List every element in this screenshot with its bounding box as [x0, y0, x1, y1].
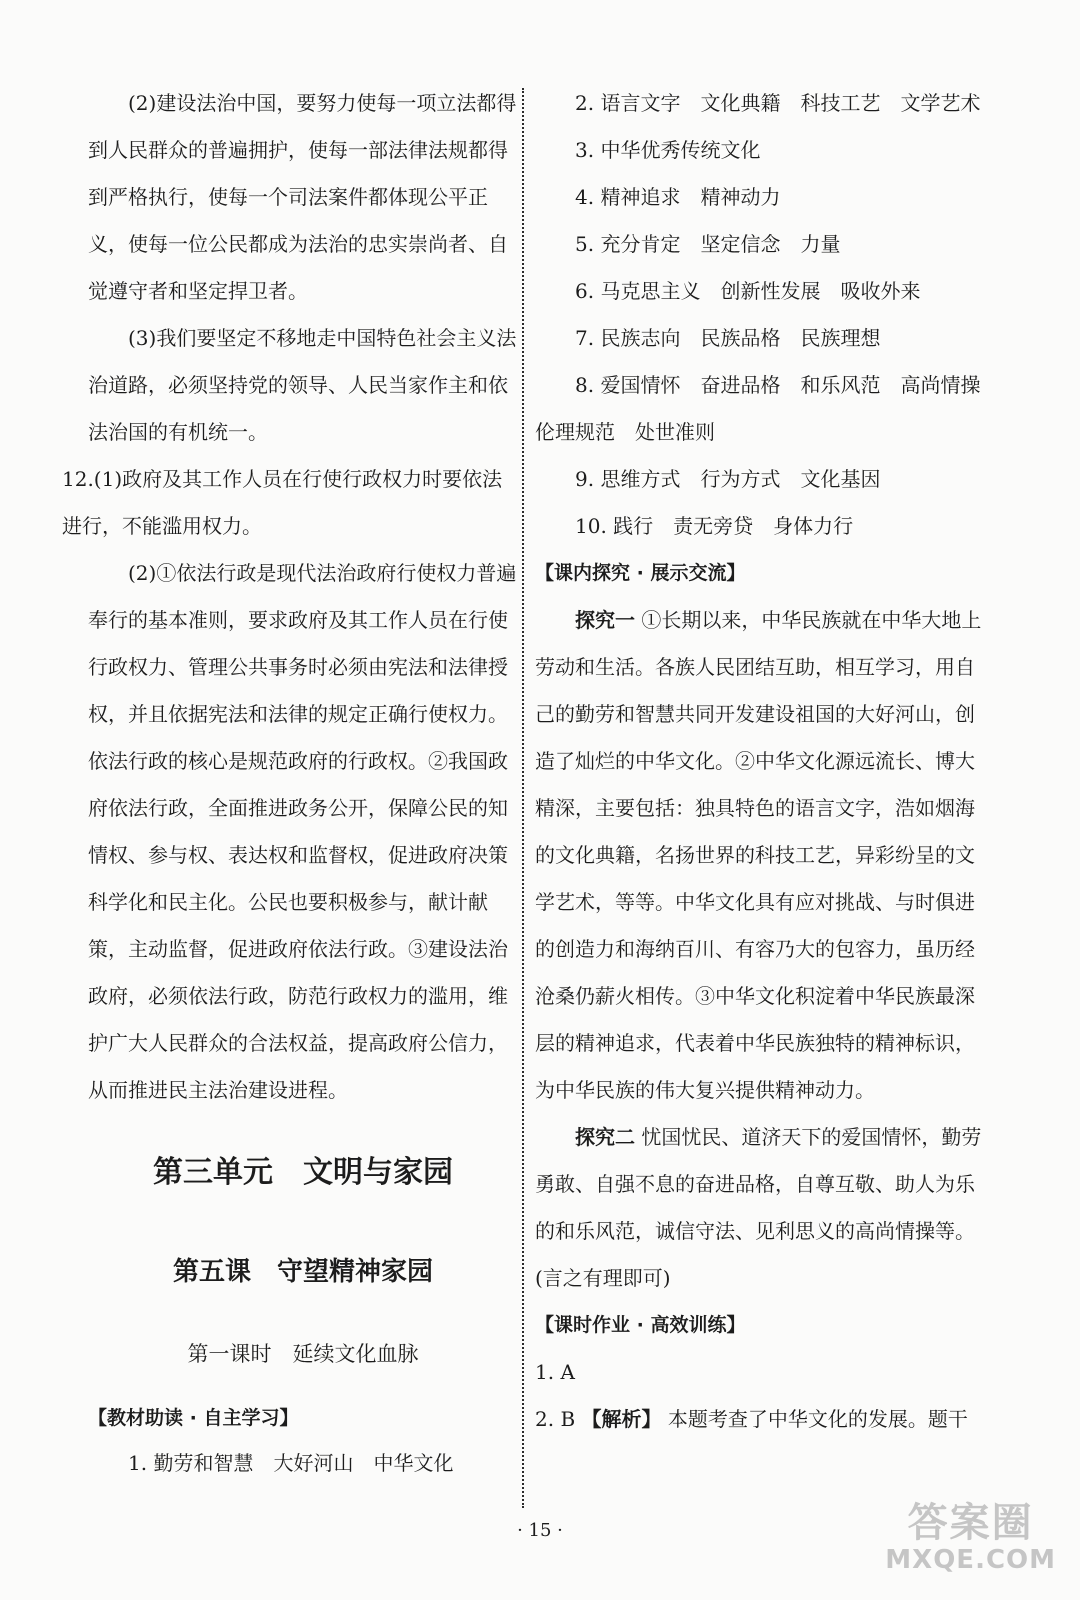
answer-2-choice: 2. B	[535, 1407, 576, 1431]
fill-in-item-10: 10. 践行 责无旁贷 身体力行	[575, 514, 854, 538]
section-header-explore: 【课内探究 · 展示交流】	[535, 562, 746, 584]
homework-answer-1: 1. A	[535, 1360, 575, 1384]
watermark	[885, 1500, 1056, 1574]
watermark-logo: 答案圈	[907, 1500, 1034, 1546]
period-title: 第一课时 延续文化血脉	[187, 1342, 419, 1366]
fill-in-item-8: 8. 爱国情怀 奋进品格 和乐风范 高尚情操 伦理规范 处世准则	[535, 373, 1001, 444]
fill-in-item-1: 1. 勤劳和智慧 大好河山 中华文化	[128, 1451, 454, 1475]
section-header-self-study: 【教材助读 · 自主学习】	[88, 1407, 299, 1429]
explore-1-label: 探究一	[575, 608, 635, 632]
watermark-site: MXQE.COM	[885, 1545, 1056, 1575]
fill-in-item-5: 5. 充分肯定 坚定信念 力量	[575, 232, 841, 256]
fill-in-item-7: 7. 民族志向 民族品格 民族理想	[575, 326, 881, 350]
answer-12-part-2: (2)①依法行政是现代法治政府行使权力普遍奉行的基本准则，要求政府及其工作人员在行使行政权力、管理公共事务时必须由宪法和法律授权，并且依据宪法和法律的规定正确行使权力。依法行政的核心是规范政府的行政权。②我国政府依法行政，全面推进政务公开，保障公民的知情权、参与权、表达权和监督权，促进政府决策科学化和民主化。公民也要积极参与，献计献策，主动监督，促进政府依法行政。③建设法治政府，必须依法行政，防范行政权力的滥用，维护广大人民群众的合法权益，提高政府公信力，从而推进民主法治建设进程。	[88, 561, 517, 1102]
answer-11-part-2: (2)建设法治中国，要努力使每一项立法都得到人民群众的普遍拥护，使每一部法律法规都得到严格执行，使每一个司法案件都体现公平正义，使每一位公民都成为法治的忠实崇尚者、自觉遵守者和坚定捍卫者。	[88, 91, 517, 303]
left-column	[62, 80, 518, 1487]
homework-answer-2	[535, 1396, 985, 1443]
fill-in-item-3: 3. 中华优秀传统文化	[575, 138, 761, 162]
page-number: · 15 ·	[517, 1520, 563, 1541]
answer-2-analysis-text: 本题考查了中华文化的发展。题干	[667, 1407, 968, 1431]
fill-in-item-2: 2. 语言文字 文化典籍 科技工艺 文学艺术	[575, 91, 981, 115]
column-divider	[522, 88, 524, 1508]
explore-1-text: ①长期以来，中华民族就在中华大地上劳动和生活。各族人民团结互助，相互学习，用自己的勤劳和智慧共同开发建设祖国的大好河山，创造了灿烂的中华文化。②中华文化源远流长、博大精深，主要包括：独具特色的语言文字，浩如烟海的文化典籍，名扬世界的科技工艺，异彩纷呈的文学艺术，等等。中华文化具有应对挑战、与时俱进的创造力和海纳百川、有容乃大的包容力，虽历经沧桑仍薪火相传。③中华文化积淀着中华民族最深层的精神追求，代表着中华民族独特的精神标识，为中华民族的伟大复兴提供精神动力。	[535, 608, 982, 1102]
explore-2-label: 探究二	[575, 1125, 635, 1149]
explore-2-text: 忧国忧民、道济天下的爱国情怀，勤劳勇敢、自强不息的奋进品格，自尊互敬、助人为乐的和乐风范，诚信守法、见利思义的高尚情操等。(言之有理即可)	[535, 1125, 982, 1290]
section-header-homework: 【课时作业 · 高效训练】	[535, 1314, 746, 1336]
right-column	[535, 80, 1001, 1443]
explore-2-paragraph	[535, 1114, 985, 1302]
answer-2-analysis-label: 【解析】	[581, 1407, 662, 1431]
fill-in-item-4: 4. 精神追求 精神动力	[575, 185, 781, 209]
fill-in-item-6: 6. 马克思主义 创新性发展 吸收外来	[575, 279, 921, 303]
unit-title: 第三单元 文明与家园	[153, 1155, 453, 1190]
answer-12-part-1: 12.(1)政府及其工作人员在行使行政权力时要依法进行，不能滥用权力。	[62, 467, 503, 538]
explore-1-paragraph	[535, 597, 985, 1114]
lesson-title: 第五课 守望精神家园	[172, 1257, 433, 1287]
fill-in-item-9: 9. 思维方式 行为方式 文化基因	[575, 467, 881, 491]
answer-11-part-3: (3)我们要坚定不移地走中国特色社会主义法治道路，必须坚持党的领导、人民当家作主和依法治国的有机统一。	[88, 326, 517, 444]
